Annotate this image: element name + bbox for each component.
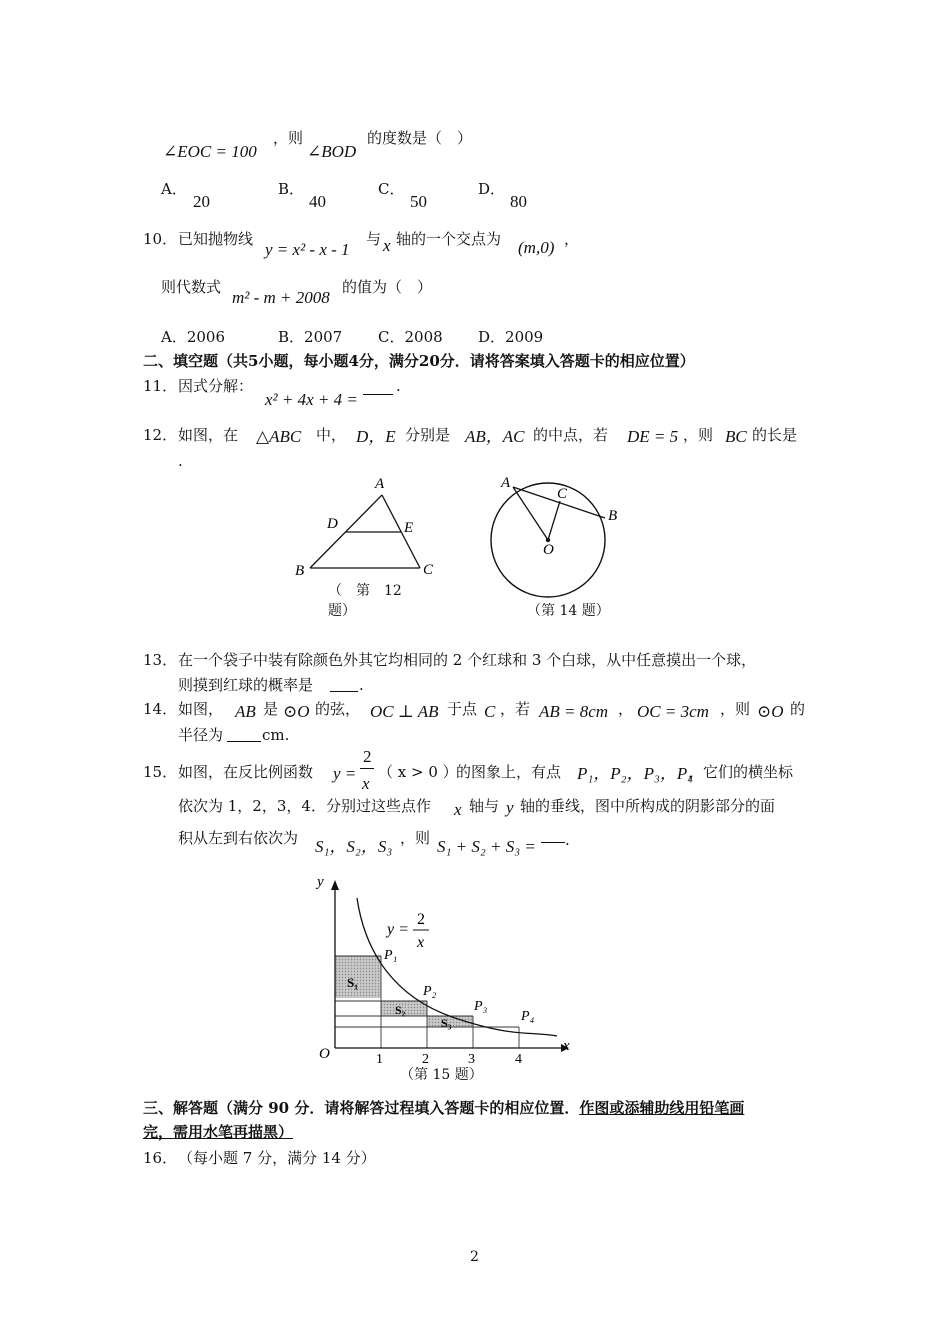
q15-period: . [565, 831, 570, 849]
q14-ab: AB [235, 702, 256, 721]
fig15-label-p1: P₁ [384, 948, 398, 963]
q15-number: 15． [143, 763, 178, 781]
q10-comma: ， [564, 230, 580, 248]
q9-bod-math: ∠BOD [307, 142, 357, 161]
q12-period: . [178, 452, 183, 470]
q15-condition: （ x > 0 ） [378, 763, 458, 781]
q14-text-7: ，则 [720, 700, 751, 718]
q13-period: . [359, 676, 364, 694]
section-2-title: 二、填空题（共5小题，每小题4分，满分20分．请将答案填入答题卡的相应位置） [143, 352, 695, 370]
q15-s-sum: S₁ + S₂ + S₃ = [437, 837, 536, 856]
q10-text-5: 的值为（ ） [342, 278, 433, 296]
fig15-label-p3: P₃ [474, 999, 488, 1014]
q12-text-6: 的长是 [752, 426, 798, 444]
q10-text-1: 已知抛物线 [178, 230, 254, 248]
q10-text-2: 与 [366, 230, 382, 248]
q12-text-1: 如图，在 [178, 426, 239, 444]
figure-15-graph [305, 868, 585, 1088]
q10-option-d: D．2009 [478, 328, 544, 346]
q13-answer-blank [330, 677, 358, 692]
q11-answer-blank [363, 380, 393, 395]
q9-option-d-letter: D． [478, 180, 506, 198]
section-3-title-c: 完，需用水笔再描黑） [143, 1123, 294, 1141]
q12-text-2: 中， [316, 426, 347, 444]
q14-text-3: 的弦， [315, 700, 361, 718]
q10-x-variable: x [383, 236, 391, 255]
q14-text-1: 如图， [178, 700, 224, 718]
q15-line-3b: ，则 [400, 829, 431, 847]
fig12-label-c: C [423, 562, 434, 578]
q9-option-b-value: 40 [309, 192, 326, 211]
fig15-caption: （第 15 题） [400, 1067, 483, 1083]
fig15-tick-3: 3 [468, 1052, 475, 1067]
q13-line-1: 在一个袋子中装有除颜色外其它均相同的 2 个红球和 3 个白球，从中任意摸出一个球， [178, 651, 757, 669]
q15-line-3a: 积从左到右依次为 [178, 829, 299, 847]
q12-ab-ac: AB，AC [465, 427, 525, 446]
q9-option-d-value: 80 [510, 192, 527, 211]
q14-circle-o: ⊙O [283, 702, 310, 721]
fig15-label-p2: P₂ [423, 984, 437, 999]
q9-ask-text: 的度数是（ ） [367, 129, 473, 147]
fig15-label-p4: P₄ [521, 1009, 535, 1024]
figure-12-triangle [285, 470, 455, 630]
q16-number: 16． [143, 1149, 178, 1167]
q15-line-2a: 依次为 1，2，3，4．分别过这些点作 [178, 797, 431, 815]
fig15-y-axis-label: y [317, 874, 324, 890]
q14-ab-equals: AB = 8cm [539, 702, 609, 721]
q12-text-4: 的中点，若 [533, 426, 609, 444]
q15-y-equals: y = [333, 764, 357, 783]
q11-period: . [396, 377, 401, 395]
q14-line-2: 半径为 [178, 726, 224, 744]
q9-option-c-value: 50 [410, 192, 427, 211]
fig15-label-s2: S₂ [395, 1003, 406, 1017]
fig12-caption-line2: 题） [328, 603, 356, 619]
fig12-label-d: D [327, 516, 338, 532]
fig14-label-b: B [608, 508, 618, 524]
q10-text-3: 轴的一个交点为 [396, 230, 502, 248]
q15-s-list: S₁，S₂，S₃ [315, 837, 393, 856]
q12-text-3: 分别是 [405, 426, 451, 444]
fig12-label-b: B [295, 563, 305, 579]
q9-option-c-letter: C． [378, 180, 405, 198]
q12-text-5: ，则 [683, 426, 714, 444]
q14-point-c: C [484, 702, 496, 721]
q9-option-a-letter: A． [161, 180, 187, 198]
fig15-tick-1: 1 [376, 1052, 383, 1067]
q14-number: 14． [143, 700, 178, 718]
q12-bc: BC [725, 427, 747, 446]
fig15-function-denominator: x [417, 934, 425, 951]
q9-option-a-value: 20 [193, 192, 210, 211]
q10-expression: m² - m + 2008 [232, 288, 330, 307]
q9-option-b-letter: B． [278, 180, 305, 198]
q14-text-6: ， [618, 700, 634, 718]
q10-point: (m,0) [518, 238, 555, 257]
q15-y-var: y [506, 798, 514, 817]
q15-text-3: ，它们的横坐标 [688, 763, 794, 781]
section-3-title-a: 三、解答题（满分 90 分．请将解答过程填入答题卡的相应位置． [143, 1099, 580, 1117]
q15-line-2b: 轴与 [469, 797, 500, 815]
fig12-label-a: A [375, 476, 385, 492]
figure-14-circle [480, 470, 630, 610]
fig15-x-axis-label: x [563, 1038, 570, 1054]
q14-perpendicular: OC ⊥ AB [370, 702, 439, 721]
q15-text-2: 的图象上，有点 [456, 763, 562, 781]
fig12-caption-line1: （ 第 12 [328, 583, 402, 599]
q14-text-5: ，若 [500, 700, 531, 718]
fig14-caption: （第 14 题） [527, 603, 610, 619]
fig14-label-a: A [501, 475, 511, 491]
q15-x-var: x [454, 800, 462, 819]
q15-line-2c: 轴的垂线，图中所构成的阴影部分的面 [520, 797, 776, 815]
fig14-label-o: O [543, 542, 554, 558]
q14-circle-o-2: ⊙O [757, 702, 784, 721]
fig14-label-c: C [557, 486, 568, 502]
q14-unit: cm. [262, 726, 290, 744]
fig15-function-numerator: 2 [417, 911, 425, 928]
q10-option-b: B．2007 [278, 328, 343, 346]
q14-answer-blank [227, 727, 261, 742]
fig15-label-s1: S₁ [347, 975, 359, 990]
q15-text-1: 如图，在反比例函数 [178, 763, 314, 781]
q12-number: 12． [143, 426, 178, 444]
q13-line-2: 则摸到红球的概率是 [178, 676, 314, 694]
q11-text: 因式分解： [178, 377, 254, 395]
q12-de-equals: DE = 5 [627, 427, 679, 446]
page-number: 2 [470, 1249, 479, 1265]
fig12-label-e: E [404, 520, 414, 536]
q9-then-text: ，则 [273, 129, 304, 147]
fig15-origin-label: O [319, 1046, 330, 1062]
q10-option-c: C．2008 [378, 328, 443, 346]
section-3-title [143, 1099, 744, 1117]
q11-number: 11． [143, 377, 178, 395]
q15-fraction-denominator: x [362, 774, 370, 793]
q10-text-4: 则代数式 [161, 278, 222, 296]
q15-fraction-numerator: 2 [363, 747, 372, 766]
fig15-label-s3: S₃ [441, 1016, 452, 1030]
fig15-tick-4: 4 [515, 1052, 522, 1067]
q9-condition-math: ∠EOC = 100 [163, 142, 257, 161]
q13-number: 13． [143, 651, 178, 669]
fig15-tick-2: 2 [422, 1052, 429, 1067]
q14-text-4: 于点 [447, 700, 478, 718]
q14-oc-equals: OC = 3cm [637, 702, 709, 721]
q15-points: P₁，P₂，P₃，P₄ [577, 764, 694, 783]
q14-text-8: 的 [790, 700, 806, 718]
q10-option-a: A．2006 [161, 328, 226, 346]
q12-triangle: △ABC [256, 427, 302, 446]
q11-expression: x² + 4x + 4 = [265, 390, 358, 409]
q15-answer-blank [541, 832, 565, 843]
q10-parabola: y = x² - x - 1 [265, 240, 350, 259]
q12-de-points: D，E [356, 427, 396, 446]
fig15-function-y: y = [387, 921, 409, 938]
q14-text-2: 是 [263, 700, 279, 718]
q16-text: （每小题 7 分，满分 14 分） [178, 1149, 376, 1167]
q15-fraction-bar [360, 768, 374, 769]
q10-number: 10． [143, 230, 178, 248]
section-3-title-b: 作图或添辅助线用铅笔画 [579, 1099, 745, 1117]
